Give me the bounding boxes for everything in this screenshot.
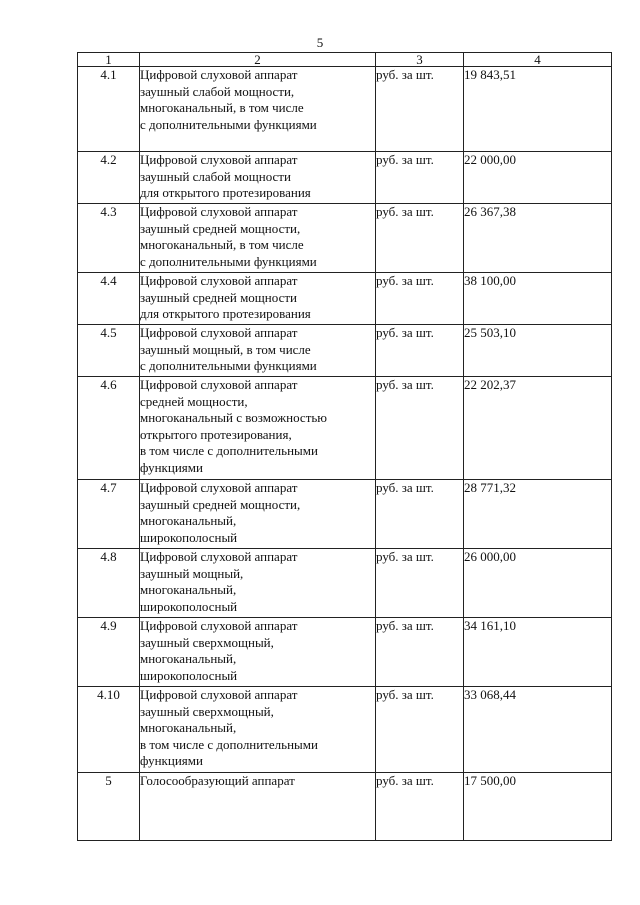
item-name	[140, 480, 376, 549]
item-name-line: Цифровой слуховой аппарат	[140, 204, 298, 219]
item-name-line: заушный средней мощности,	[140, 496, 301, 512]
item-name-line: Цифровой слуховой аппарат	[140, 618, 298, 633]
column-header-number: 1	[78, 53, 140, 67]
item-name	[140, 377, 376, 480]
row-number: 4.3	[78, 204, 140, 273]
column-header-price: 4	[464, 53, 612, 67]
row-number: 4.9	[78, 618, 140, 687]
price-value: 28 771,32	[464, 480, 612, 549]
item-name-line: функциями	[140, 753, 203, 768]
unit-of-measure: руб. за шт.	[376, 377, 464, 480]
price-value: 22 000,00	[464, 152, 612, 204]
price-value: 17 500,00	[464, 773, 612, 841]
column-header-unit: 3	[376, 53, 464, 67]
item-name	[140, 549, 376, 618]
row-number: 4.8	[78, 549, 140, 618]
row-number: 4.7	[78, 480, 140, 549]
table-row	[78, 549, 612, 618]
table-row	[78, 377, 612, 480]
price-value: 33 068,44	[464, 687, 612, 773]
item-name-line: широкополосный	[140, 667, 238, 683]
item-name-line: Цифровой слуховой аппарат	[140, 273, 298, 288]
table-row	[78, 480, 612, 549]
item-name-line: для открытого протезирования	[140, 185, 311, 200]
item-name-line: заушный мощный, в том числе	[140, 341, 311, 357]
item-name	[140, 204, 376, 273]
item-name-line: заушный средней мощности,	[140, 220, 301, 236]
item-name-line: открытого протезирования,	[140, 426, 292, 442]
item-name-line: многоканальный, в том числе	[140, 100, 304, 115]
item-name-line: Голосообразующий аппарат	[140, 773, 295, 788]
unit-of-measure: руб. за шт.	[376, 773, 464, 841]
price-value: 19 843,51	[464, 67, 612, 152]
item-name-line: средней мощности,	[140, 393, 248, 409]
item-name-line: многоканальный,	[140, 513, 237, 528]
item-name-line: заушный сверхмощный,	[140, 634, 274, 650]
item-name-line: Цифровой слуховой аппарат	[140, 480, 298, 495]
item-name-line: многоканальный, в том числе	[140, 237, 304, 252]
page-number: 5	[316, 35, 324, 50]
item-name	[140, 67, 376, 152]
unit-of-measure: руб. за шт.	[376, 273, 464, 325]
item-name-line: многоканальный с возможностью	[140, 410, 328, 425]
column-header-name: 2	[140, 53, 376, 67]
item-name-line: заушный мощный,	[140, 565, 244, 581]
item-name	[140, 618, 376, 687]
item-name-line: многоканальный,	[140, 651, 237, 666]
item-name-line: Цифровой слуховой аппарат	[140, 549, 298, 564]
item-name-line: Цифровой слуховой аппарат	[140, 325, 298, 340]
item-name-line: Цифровой слуховой аппарат	[140, 152, 298, 167]
price-value: 26 000,00	[464, 549, 612, 618]
price-value: 38 100,00	[464, 273, 612, 325]
unit-of-measure: руб. за шт.	[376, 687, 464, 773]
item-name	[140, 325, 376, 377]
table-row	[78, 773, 612, 841]
table-row	[78, 67, 612, 152]
table-row	[78, 152, 612, 204]
item-name-line: для открытого протезирования	[140, 306, 311, 321]
item-name-line: Цифровой слуховой аппарат	[140, 67, 298, 82]
item-name-line: функциями	[140, 459, 203, 475]
item-name-line: широкополосный	[140, 598, 238, 614]
item-name-line: с дополнительными функциями	[140, 253, 317, 269]
price-value: 22 202,37	[464, 377, 612, 480]
row-number: 4.4	[78, 273, 140, 325]
item-name-line: многоканальный,	[140, 582, 237, 597]
unit-of-measure: руб. за шт.	[376, 204, 464, 273]
row-number: 5	[78, 773, 140, 841]
item-name-line: широкополосный	[140, 529, 238, 545]
row-number: 4.6	[78, 377, 140, 480]
price-value: 26 367,38	[464, 204, 612, 273]
item-name-line: в том числе с дополнительными	[140, 443, 318, 458]
price-value: 34 161,10	[464, 618, 612, 687]
price-table	[77, 52, 612, 841]
item-name-line: заушный слабой мощности	[140, 168, 291, 184]
item-name-line: заушный сверхмощный,	[140, 703, 274, 719]
unit-of-measure: руб. за шт.	[376, 152, 464, 204]
unit-of-measure: руб. за шт.	[376, 549, 464, 618]
unit-of-measure: руб. за шт.	[376, 480, 464, 549]
item-name-line: многоканальный,	[140, 720, 237, 735]
item-name-line: заушный слабой мощности,	[140, 83, 295, 99]
unit-of-measure: руб. за шт.	[376, 325, 464, 377]
item-name	[140, 773, 376, 841]
item-name-line: Цифровой слуховой аппарат	[140, 377, 298, 392]
table-row	[78, 325, 612, 377]
table-row	[78, 204, 612, 273]
item-name-line: Цифровой слуховой аппарат	[140, 687, 298, 702]
item-name	[140, 152, 376, 204]
row-number: 4.10	[78, 687, 140, 773]
price-value: 25 503,10	[464, 325, 612, 377]
table-row	[78, 273, 612, 325]
item-name	[140, 273, 376, 325]
unit-of-measure: руб. за шт.	[376, 67, 464, 152]
item-name-line: с дополнительными функциями	[140, 358, 317, 373]
table-row	[78, 687, 612, 773]
unit-of-measure: руб. за шт.	[376, 618, 464, 687]
item-name-line: в том числе с дополнительными	[140, 736, 318, 752]
item-name-line: с дополнительными функциями	[140, 116, 317, 132]
table-row	[78, 618, 612, 687]
row-number: 4.5	[78, 325, 140, 377]
row-number: 4.1	[78, 67, 140, 152]
item-name-line: заушный средней мощности	[140, 289, 297, 305]
row-number: 4.2	[78, 152, 140, 204]
table-header-row	[78, 53, 612, 67]
item-name	[140, 687, 376, 773]
